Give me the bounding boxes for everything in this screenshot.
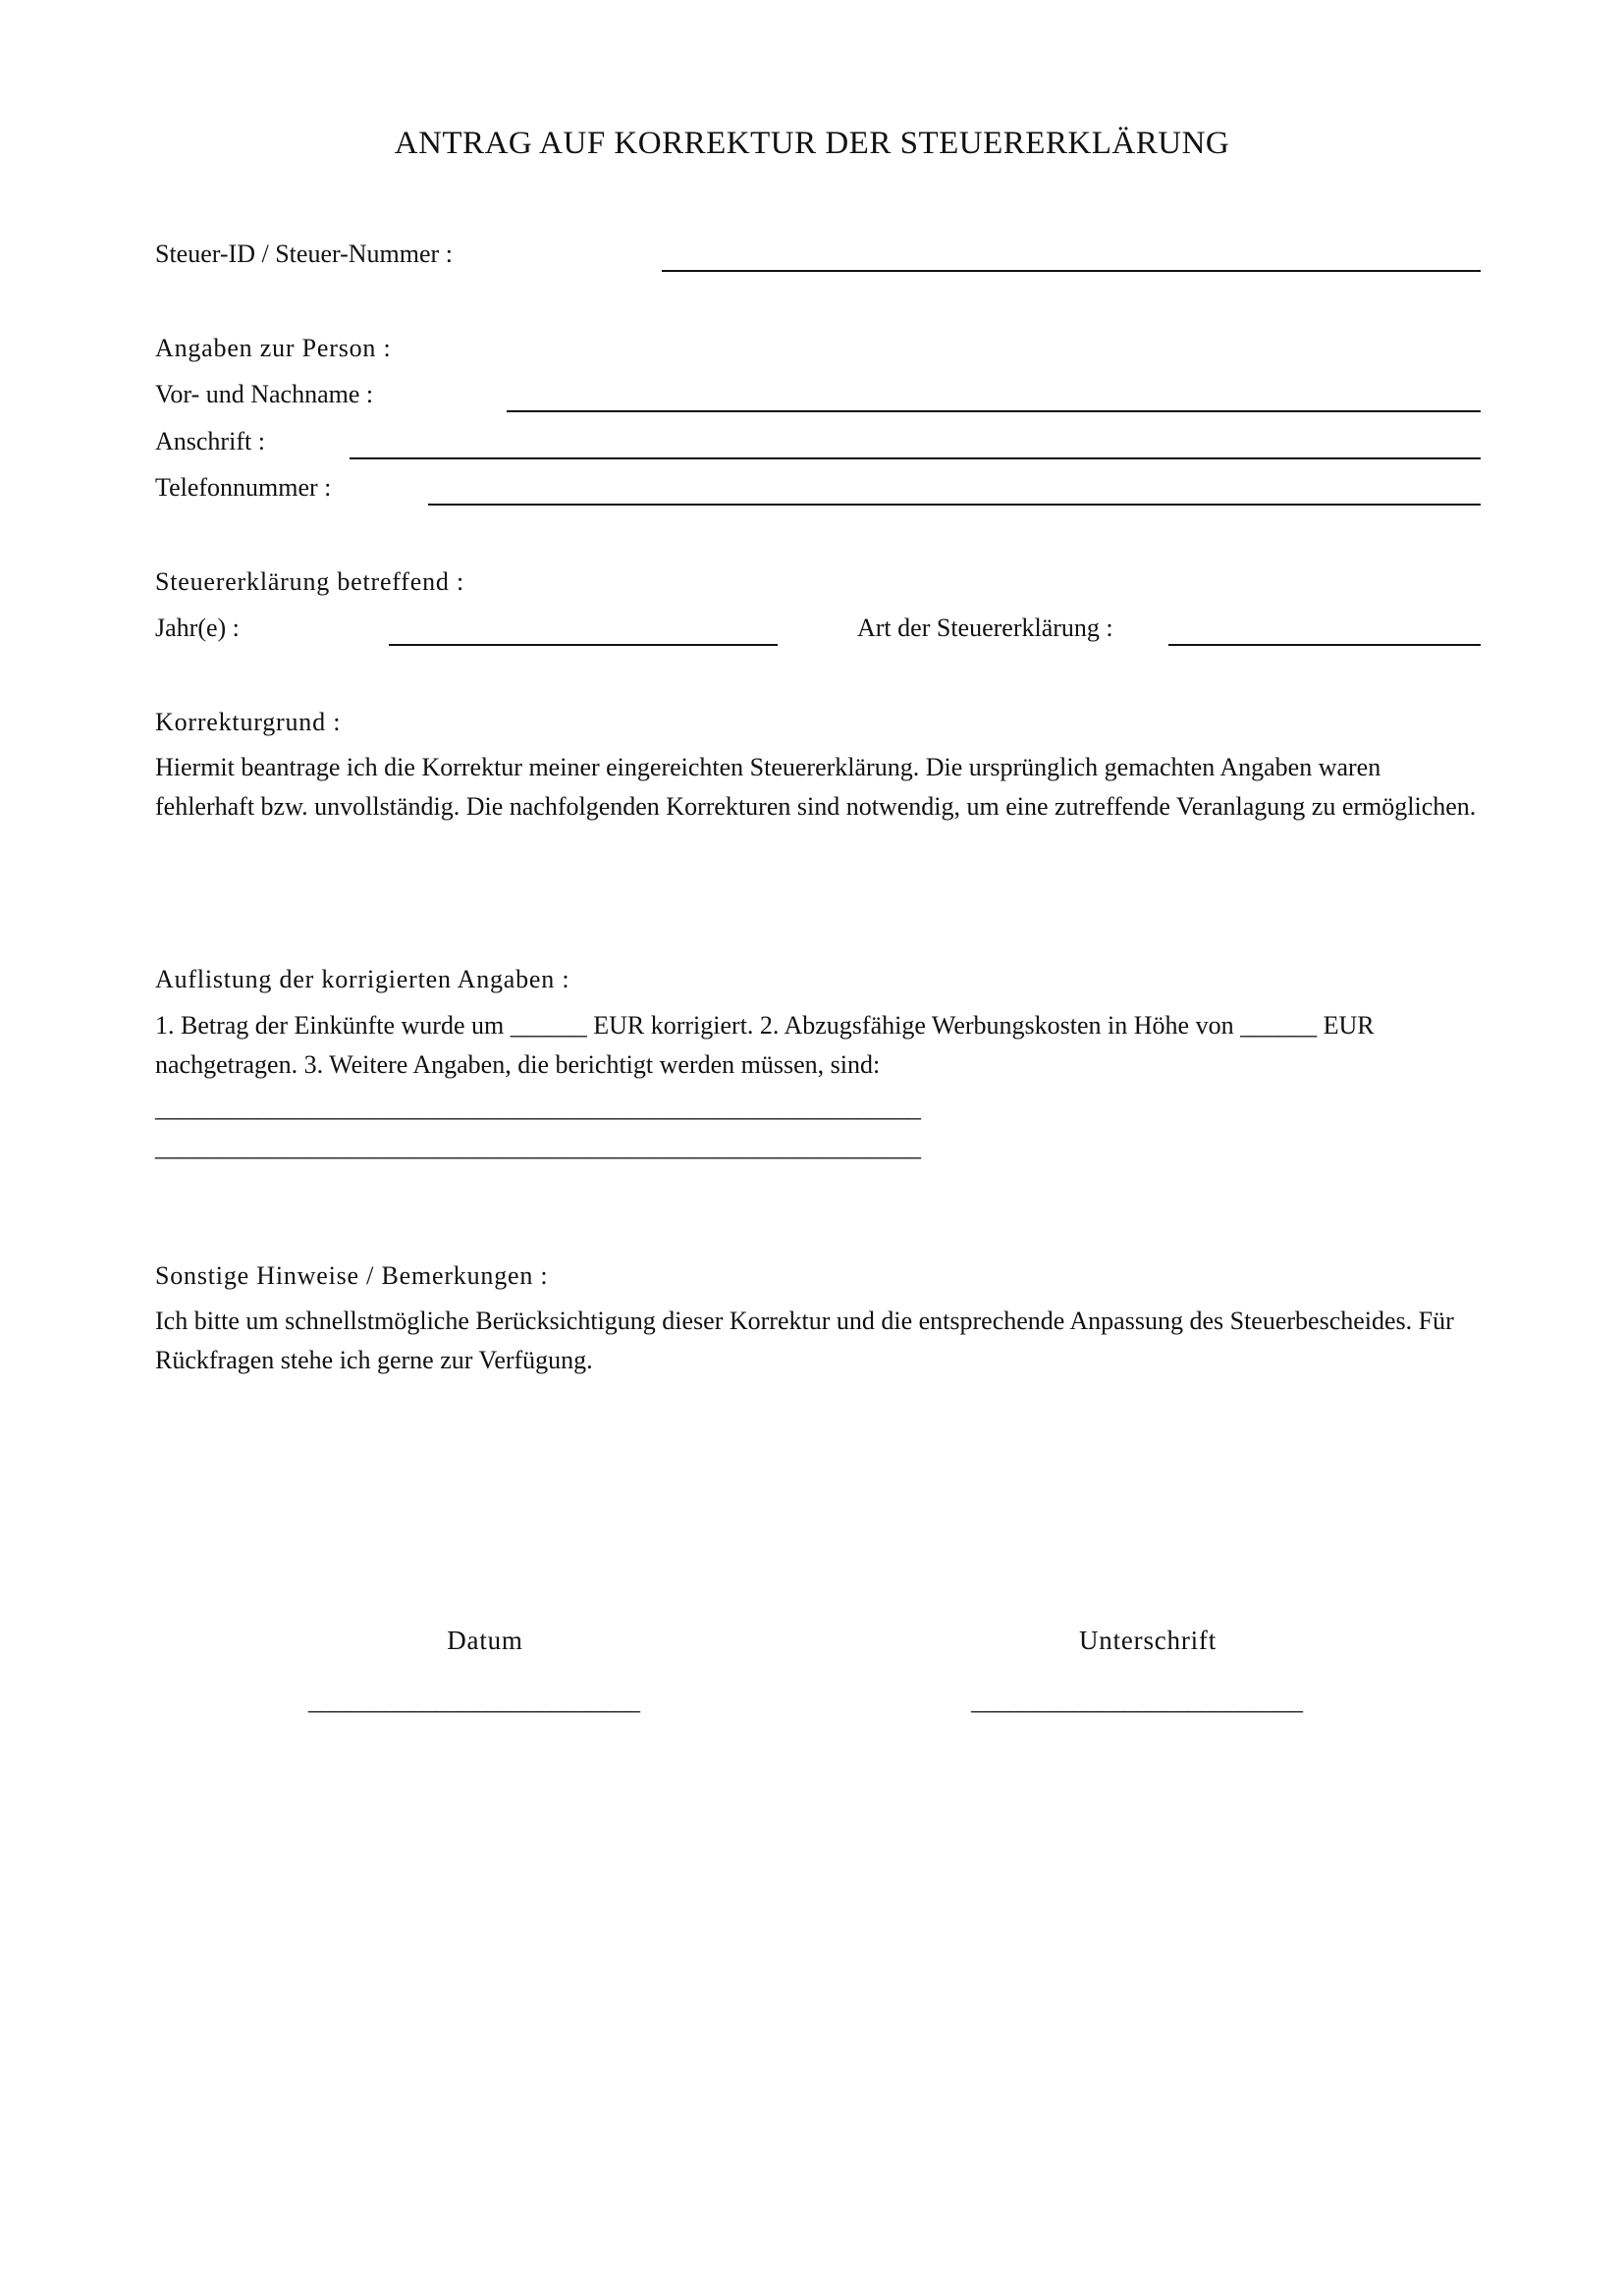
document-title: ANTRAG AUF KORREKTUR DER STEUERERKLÄRUNG (394, 126, 1230, 161)
signature-field[interactable]: __________________________ (971, 1686, 1303, 1715)
corrections-text: 1. Betrag der Einkünfte wurde um ______ EUR korrigiert. 2. Abzugsfähige Werbungskosten in Höhe von ______ EUR nachgetragen. 3. Weitere Angaben, die berichtigt werden müssen, sind: (155, 1011, 1375, 1079)
name-label: Vor- und Nachname : (155, 380, 374, 408)
reason-section-heading: Korrekturgrund : (155, 708, 342, 736)
signature-label: Unterschrift (1078, 1626, 1218, 1655)
date-label: Datum (447, 1626, 523, 1655)
year-label: Jahr(e) : (155, 614, 240, 642)
tax-id-field[interactable] (662, 270, 1481, 272)
phone-label: Telefonnummer : (155, 473, 332, 502)
tax-id-label: Steuer-ID / Steuer-Nummer : (155, 240, 453, 268)
tax-return-section-heading: Steuererklärung betreffend : (155, 567, 465, 596)
address-label: Anschrift : (155, 427, 265, 455)
corrections-section-heading: Auflistung der korrigierten Angaben : (155, 965, 570, 993)
remarks-text: Ich bitte um schnellstmögliche Berücksichtigung dieser Korrektur und die entsprechende Anpassung des Steuerbescheides. Für Rückfragen stehe ich gerne zur Verfügung. (155, 1307, 1454, 1374)
person-section-heading: Angaben zur Person : (155, 334, 392, 362)
remarks-section-heading: Sonstige Hinweise / Bemerkungen : (155, 1261, 549, 1290)
tax-return-type-field[interactable] (1168, 644, 1481, 646)
corrections-blank-line-1[interactable]: ____________________________________________________________ (155, 1094, 921, 1122)
address-field[interactable] (350, 457, 1481, 459)
phone-field[interactable] (428, 504, 1481, 506)
date-field[interactable]: __________________________ (308, 1686, 640, 1715)
year-field[interactable] (389, 644, 778, 646)
tax-return-type-label: Art der Steuererklärung : (857, 614, 1113, 642)
reason-text: Hiermit beantrage ich die Korrektur meiner eingereichten Steuererklärung. Die ursprünglich gemachten Angaben waren fehlerhaft bzw. unvollständig. Die nachfolgenden Korrekturen sind notwendig, um eine zutreffende Veranlagung zu ermöglichen. (155, 753, 1477, 821)
corrections-blank-line-2[interactable]: ____________________________________________________________ (155, 1133, 921, 1161)
name-field[interactable] (507, 410, 1481, 412)
